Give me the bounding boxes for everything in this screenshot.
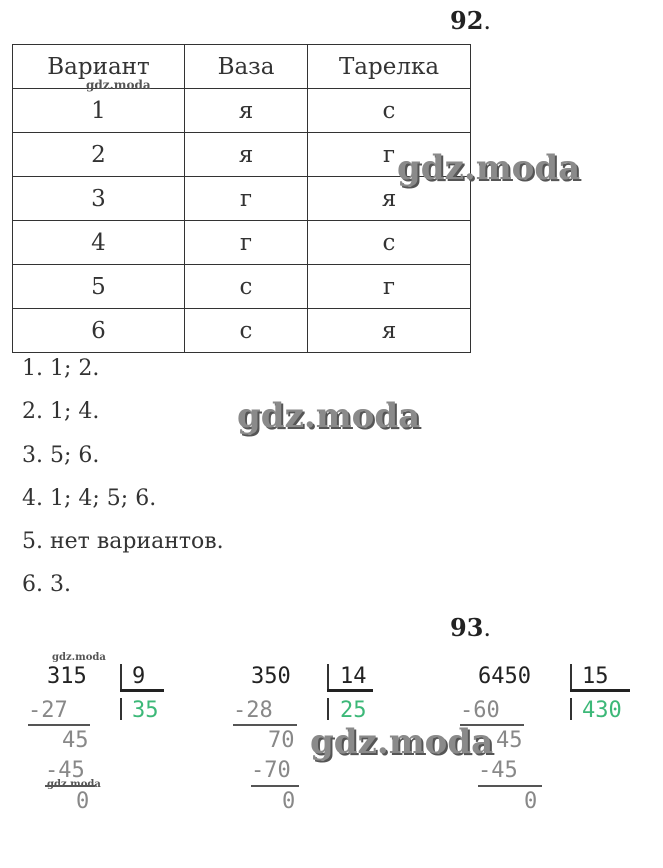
quotient: 430 — [582, 698, 622, 723]
table-cell: с — [308, 221, 471, 265]
subtraction-line — [251, 785, 299, 787]
dividend: 350 — [251, 664, 291, 689]
subtrahend-2: -70 — [251, 758, 291, 783]
remainder-1: 45 — [62, 728, 89, 753]
division-bar — [327, 664, 329, 690]
division-bar — [570, 664, 572, 690]
divisor: 9 — [132, 664, 146, 689]
table-row — [13, 89, 471, 133]
header-plate: Тарелка — [308, 45, 471, 89]
divisor-underline — [570, 689, 630, 692]
watermark-large: gdz.moda — [310, 722, 494, 762]
table-cell: с — [185, 265, 308, 309]
subtrahend-2: -45 — [45, 758, 85, 783]
remainder-1: 45 — [496, 728, 523, 753]
subtrahend-1: -28 — [233, 698, 273, 723]
quotient: 35 — [132, 698, 159, 723]
table-cell: г — [185, 221, 308, 265]
watermark-small: gdz.moda — [52, 652, 106, 663]
dividend: 6450 — [478, 664, 531, 689]
header-vase: Ваза — [185, 45, 308, 89]
task-92-number: 92. — [450, 6, 492, 35]
table-cell: 1 — [13, 89, 185, 133]
division-bar — [120, 664, 122, 690]
watermark-small: gdz.moda — [47, 779, 101, 790]
watermark-large: gdz.moda — [237, 396, 421, 436]
table-cell: я — [185, 89, 308, 133]
table-cell: 2 — [13, 133, 185, 177]
table-cell: я — [308, 309, 471, 353]
divisor: 15 — [582, 664, 609, 689]
variants-table — [12, 44, 471, 353]
dividend: 315 — [47, 664, 87, 689]
subtraction-line — [233, 724, 297, 726]
table-cell: г — [308, 265, 471, 309]
subtrahend-1: -60 — [460, 698, 500, 723]
quotient-bar — [120, 698, 122, 720]
quotient-bar — [570, 698, 572, 720]
divisor-underline — [120, 689, 164, 692]
result: 0 — [76, 789, 90, 814]
table-cell: я — [185, 133, 308, 177]
answer-line: 3. 5; 6. — [22, 443, 100, 468]
answer-line: 5. нет вариантов. — [22, 529, 224, 554]
answer-line: 1. 1; 2. — [22, 356, 100, 381]
result: 0 — [524, 789, 538, 814]
table-header-row — [13, 45, 471, 89]
subtraction-line — [28, 724, 90, 726]
watermark-small: gdz.moda — [86, 78, 151, 92]
quotient-bar — [327, 698, 329, 720]
divisor: 14 — [340, 664, 367, 689]
table-cell: г — [308, 133, 471, 177]
table-row — [13, 265, 471, 309]
answer-line: 2. 1; 4. — [22, 399, 100, 424]
table-cell: 3 — [13, 177, 185, 221]
table-cell: 4 — [13, 221, 185, 265]
table-row — [13, 309, 471, 353]
remainder-1: 70 — [268, 728, 295, 753]
table-row — [13, 221, 471, 265]
quotient: 25 — [340, 698, 367, 723]
table-cell: с — [185, 309, 308, 353]
table-cell: г — [185, 177, 308, 221]
answer-line: 4. 1; 4; 5; 6. — [22, 486, 157, 511]
table-cell: 5 — [13, 265, 185, 309]
table-cell: с — [308, 89, 471, 133]
header-variant: Вариант — [13, 45, 185, 89]
table-cell: я — [308, 177, 471, 221]
result: 0 — [282, 789, 296, 814]
subtraction-line — [478, 785, 542, 787]
divisor-underline — [327, 689, 373, 692]
task-93-number: 93. — [450, 613, 492, 642]
table-cell: 6 — [13, 309, 185, 353]
watermark-large: gdz.moda — [397, 148, 581, 188]
subtrahend-2: -45 — [478, 758, 518, 783]
subtrahend-1: -27 — [28, 698, 68, 723]
answer-line: 6. 3. — [22, 572, 71, 597]
